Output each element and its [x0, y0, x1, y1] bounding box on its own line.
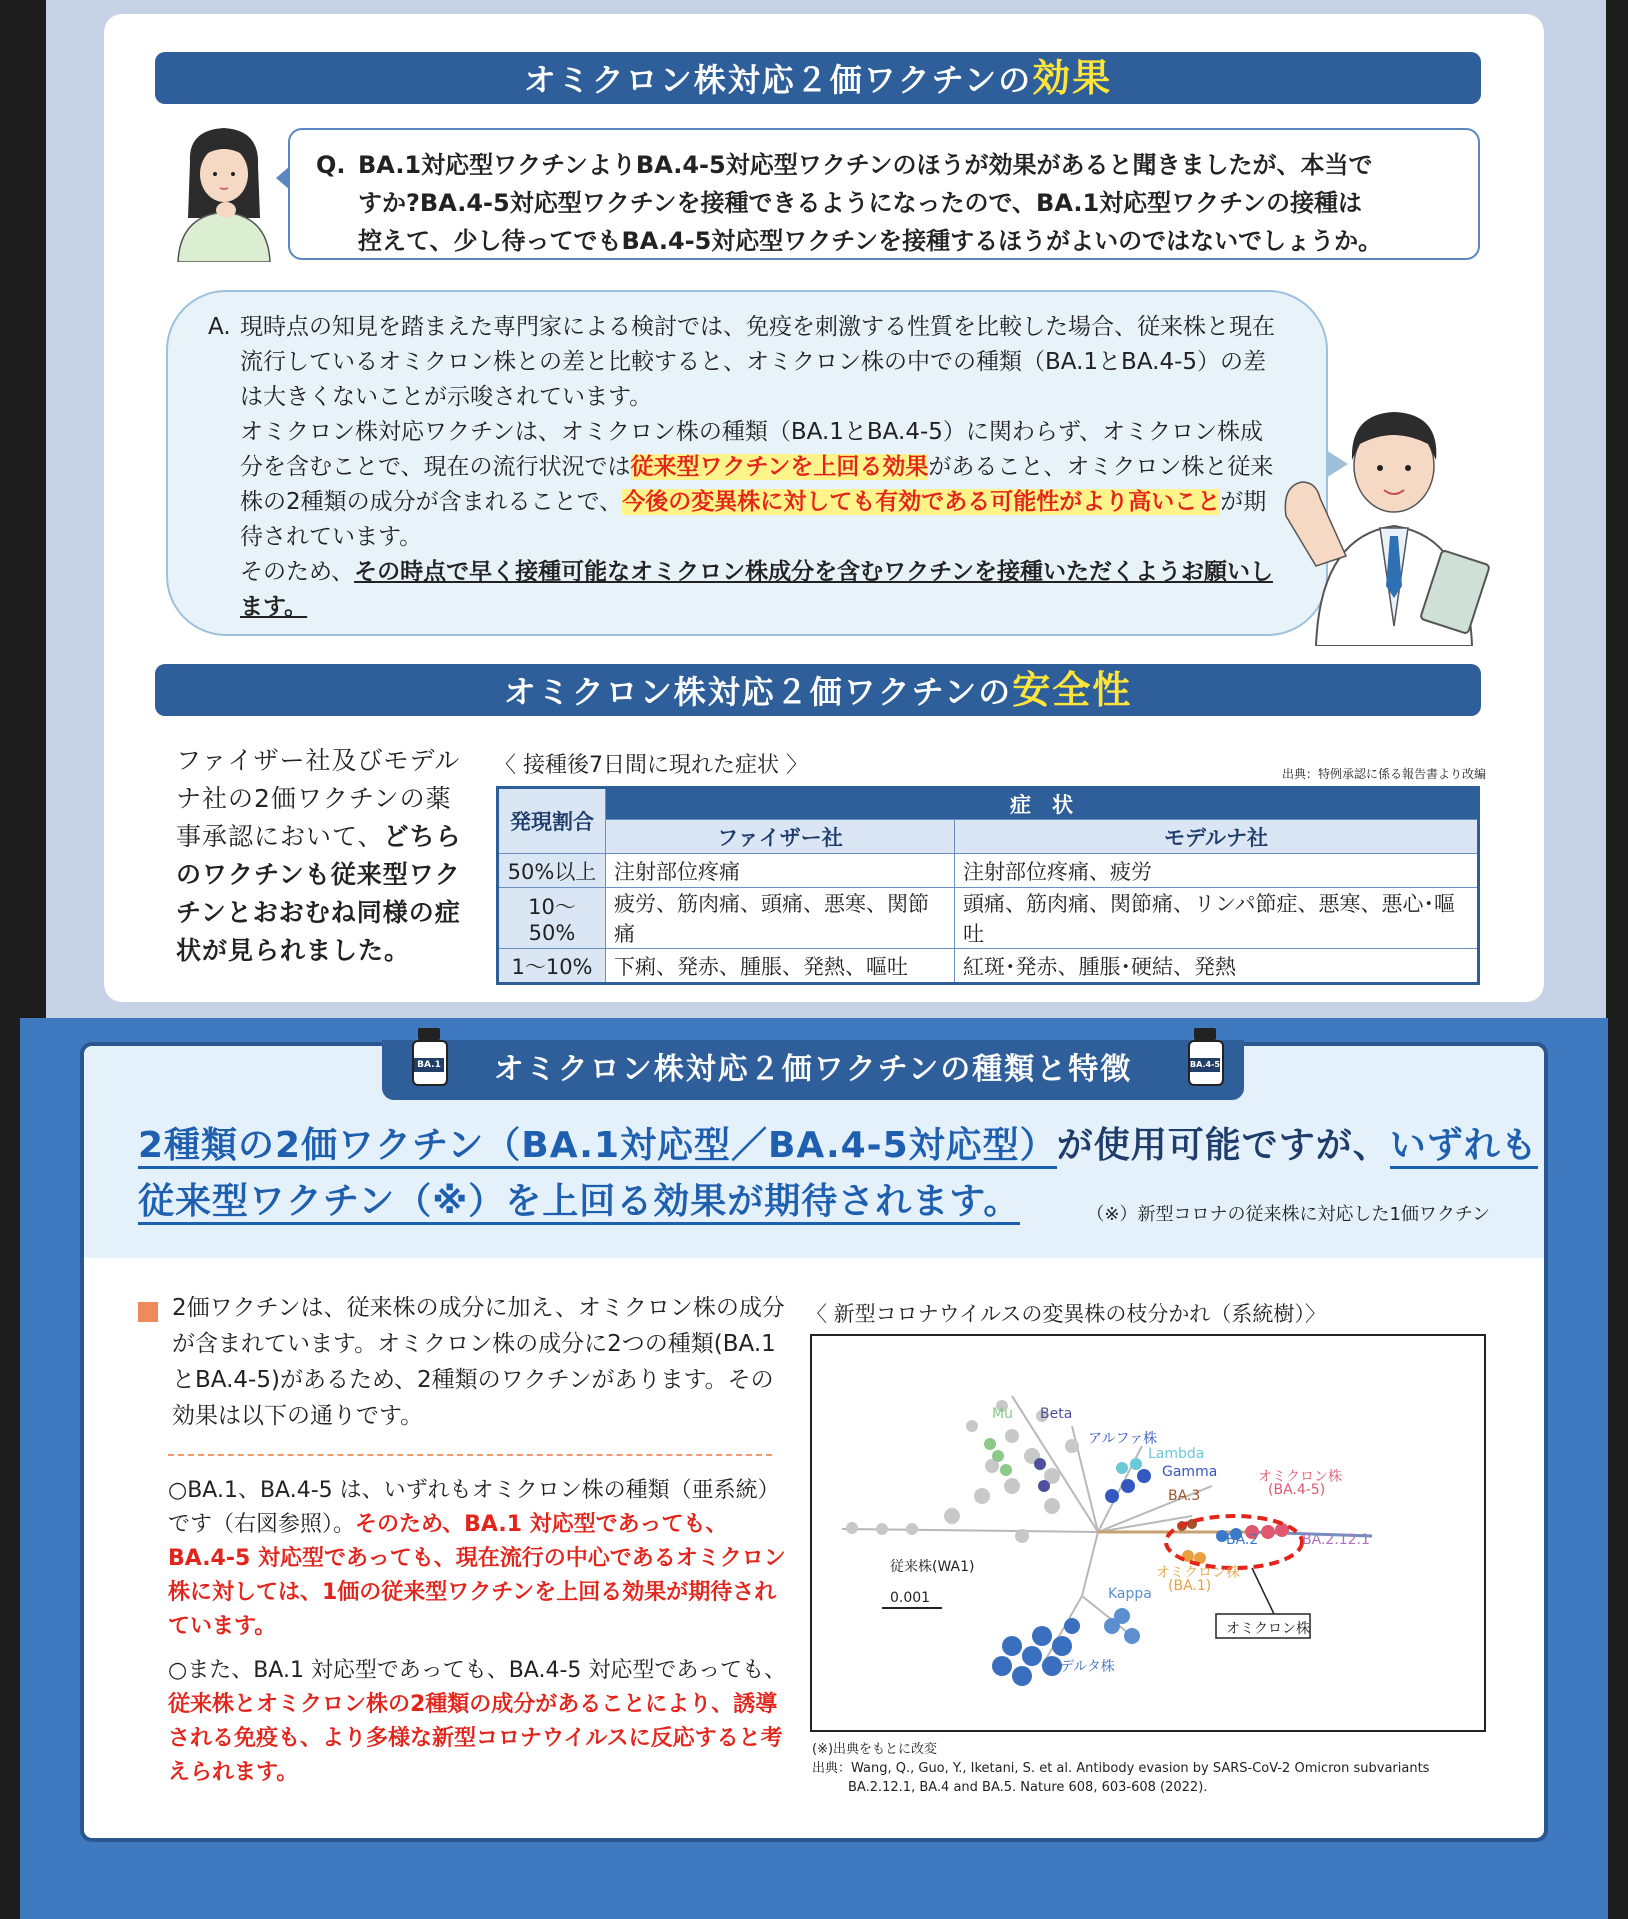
- moderna-cell: 注射部位疼痛、疲労: [955, 854, 1479, 888]
- bottle-label-ba1: BA.1: [414, 1058, 444, 1072]
- headline-note: （※）新型コロナの従来株に対応した1価ワクチン: [1086, 1204, 1490, 1225]
- label-omicron-ba1: オミクロン株: [1156, 1565, 1240, 1581]
- table-row: [498, 888, 1479, 949]
- credit-line-2: BA.2.12.1, BA.4 and BA.5. Nature 608, 603-608 (2022).: [848, 1780, 1208, 1795]
- answer-p2-text-a: オミクロン株対応ワクチンは、オミクロン株の種類（BA.1とBA.4-5）に関わらず、オミクロン株成分を含むことで、現在の流行状況では: [240, 419, 1264, 480]
- answer-bubble: [166, 290, 1328, 636]
- safety-title: オミクロン株対応２価ワクチンの: [503, 673, 1013, 711]
- credit-line-1: 出典：Wang, Q., Guo, Y., Iketani, S. et al. Antibody evasion by SARS-CoV-2 Omicron subvariants: [812, 1761, 1430, 1776]
- question-bubble: [288, 128, 1480, 260]
- doctor-illustration: [1276, 386, 1506, 646]
- effect-title-highlight: 効果: [1032, 56, 1113, 100]
- rate-cell: 10〜50%: [498, 888, 606, 949]
- answer-paragraph-1: 現時点の知見を踏まえた専門家による検討では、免疫を刺激する性質を比較した場合、従来株と現在流行しているオミクロン株との差と比較すると、オミクロン株の中での種類（BA.1とBA.4-5）の差は大きくないことが示唆されています。: [240, 314, 1275, 410]
- answer-p3-text: そのため、: [240, 559, 355, 585]
- point-2: [168, 1654, 788, 1790]
- table-row: [498, 854, 1479, 888]
- questioner-illustration: [168, 122, 280, 262]
- vaccine-bottle-icon: [1186, 1028, 1224, 1084]
- label-beta: Beta: [1040, 1406, 1073, 1422]
- question-line-2: すか?BA.4-5対応型ワクチンを接種できるようになったので、BA.1対応型ワクチンの接種は: [358, 189, 1362, 217]
- symptom-table: [496, 786, 1480, 985]
- col-header-pfizer: ファイザー社: [606, 820, 955, 854]
- label-omicron-ba45-sub: (BA.4-5): [1268, 1482, 1326, 1498]
- types-intro: 2価ワクチンは、従来株の成分に加え、オミクロン株の成分が含まれています。オミクロン株の成分に2つの種類(BA.1とBA.4-5)があるため、2種類のワクチンがあります。その効果は以下の通りです。: [172, 1295, 785, 1429]
- tree-credit: [812, 1740, 1429, 1797]
- col-header-rate: 発現割合: [498, 788, 606, 854]
- answer-p2-text-c: が期待されています。: [240, 489, 1267, 550]
- point-2-text: ○また、BA.1 対応型であっても、BA.4-5 対応型であっても、: [168, 1658, 787, 1683]
- safety-title-highlight: 安全性: [1012, 668, 1133, 712]
- rate-cell: 1〜10%: [498, 949, 606, 984]
- safety-description: [176, 742, 476, 970]
- col-header-symptom: 症 状: [606, 788, 1479, 820]
- moderna-cell: 頭痛、筋肉痛、関節痛、リンパ節症、悪寒、悪心･嘔吐: [955, 888, 1479, 949]
- credit-note: (※)出典をもとに改変: [812, 1742, 938, 1757]
- rate-cell: 50%以上: [498, 854, 606, 888]
- label-lambda: Lambda: [1148, 1446, 1205, 1462]
- safety-description-a: ファイザー社及びモデルナ社の2価ワクチンの薬事承認において、: [176, 746, 461, 851]
- point-1-red: そのため、BA.1 対応型であっても、BA.4-5 対応型であっても、現在流行の中心であるオミクロン株に対しては、1価の従来型ワクチンを上回る効果が期待されています。: [168, 1512, 786, 1639]
- headline-underline-2: いずれも: [1390, 1125, 1538, 1169]
- headline-underline-1: 2種類の2価ワクチン（BA.1対応型／BA.4-5対応型）: [138, 1125, 1057, 1169]
- vaccine-bottle-icon: [410, 1028, 448, 1084]
- label-omicron-box: オミクロン株: [1226, 1621, 1310, 1637]
- square-bullet-icon: [138, 1302, 158, 1322]
- answer-p3-underlined: その時点で早く接種可能なオミクロン株成分を含むワクチンを接種いただくようお願いします。: [240, 559, 1273, 620]
- answer-label: A.: [208, 314, 231, 340]
- label-omicron-ba45: オミクロン株: [1258, 1469, 1342, 1485]
- question-label: Q.: [316, 151, 346, 179]
- pfizer-cell: 注射部位疼痛: [606, 854, 955, 888]
- safety-title-band: [155, 664, 1481, 716]
- pfizer-cell: 下痢、発赤、腫脹、発熱、嘔吐: [606, 949, 955, 984]
- highlight-effect-over-conventional: 従来型ワクチンを上回る効果: [630, 454, 929, 480]
- effect-title-band: [155, 52, 1481, 104]
- answer-p2-text-b: があること、オミクロン株と従来株の2種類の成分が含まれることで、: [240, 454, 1274, 515]
- phylogenetic-tree-figure: [810, 1334, 1486, 1732]
- label-ba3: BA.3: [1168, 1488, 1201, 1504]
- dashed-divider: [168, 1454, 772, 1456]
- pfizer-cell: 疲労、筋肉痛、頭痛、悪寒、関節痛: [606, 888, 955, 949]
- effect-title: オミクロン株対応２価ワクチンの: [523, 61, 1033, 99]
- answer-paragraph-3: [240, 555, 1286, 625]
- headline-underline-3: 従来型ワクチン（※）を上回る効果が期待されます。: [138, 1181, 1020, 1225]
- label-alpha: アルファ株: [1088, 1431, 1158, 1447]
- highlight-future-variants: 今後の変異株に対しても有効である可能性がより高いこと: [622, 489, 1221, 515]
- types-title-tab: [382, 1040, 1244, 1100]
- question-line-1: BA.1対応型ワクチンよりBA.4-5対応型ワクチンのほうが効果があると聞きましたが、本当で: [358, 151, 1373, 179]
- question-line-3: 控えて、少し待ってでもBA.4-5対応型ワクチンを接種するほうがよいのではないでしょうか。: [358, 227, 1383, 255]
- label-scale: 0.001: [890, 1590, 931, 1606]
- answer-paragraph-2: [240, 415, 1286, 555]
- symptom-table-caption: 〈 接種後7日間に現れた症状 〉: [494, 753, 808, 778]
- tree-caption: 〈 新型コロナウイルスの変異株の枝分かれ（系統樹）〉: [806, 1302, 1326, 1326]
- point-2-red: 従来株とオミクロン株の2種類の成分があることにより、誘導される免疫も、より多様な新型コロナウイルスに反応すると考えられます。: [168, 1692, 783, 1785]
- label-ba2121: BA.2.12.1: [1302, 1532, 1370, 1548]
- label-mu: Mu: [992, 1406, 1013, 1422]
- label-delta: デルタ株: [1060, 1659, 1115, 1675]
- point-1-text: ○BA.1、BA.4-5 は、いずれもオミクロン株の種類（亜系統）です（右図参照）。: [168, 1478, 780, 1537]
- types-title: オミクロン株対応２価ワクチンの種類と特徴: [493, 1052, 1133, 1087]
- label-wa1: 従来株(WA1): [890, 1559, 975, 1575]
- safety-description-bold: どちらのワクチンも従来型ワクチンとおおむね同様の症状が見られました。: [176, 822, 462, 965]
- table-row: [498, 949, 1479, 984]
- bottle-label-ba45: BA.4-5: [1190, 1058, 1220, 1072]
- label-omicron-ba1-sub: (BA.1): [1168, 1578, 1212, 1594]
- phylogenetic-tree-drawing: [812, 1336, 1484, 1730]
- symptom-table-source: 出典：特例承認に係る報告書より改編: [1281, 767, 1486, 781]
- col-header-moderna: モデルナ社: [955, 820, 1479, 854]
- label-ba2: BA.2: [1226, 1532, 1259, 1548]
- label-gamma: Gamma: [1162, 1464, 1218, 1480]
- point-1: [168, 1474, 788, 1644]
- label-kappa: Kappa: [1108, 1586, 1152, 1602]
- headline-mid: が使用可能ですが、: [1056, 1125, 1390, 1166]
- moderna-cell: 紅斑･発赤、腫脹･硬結、発熱: [955, 949, 1479, 984]
